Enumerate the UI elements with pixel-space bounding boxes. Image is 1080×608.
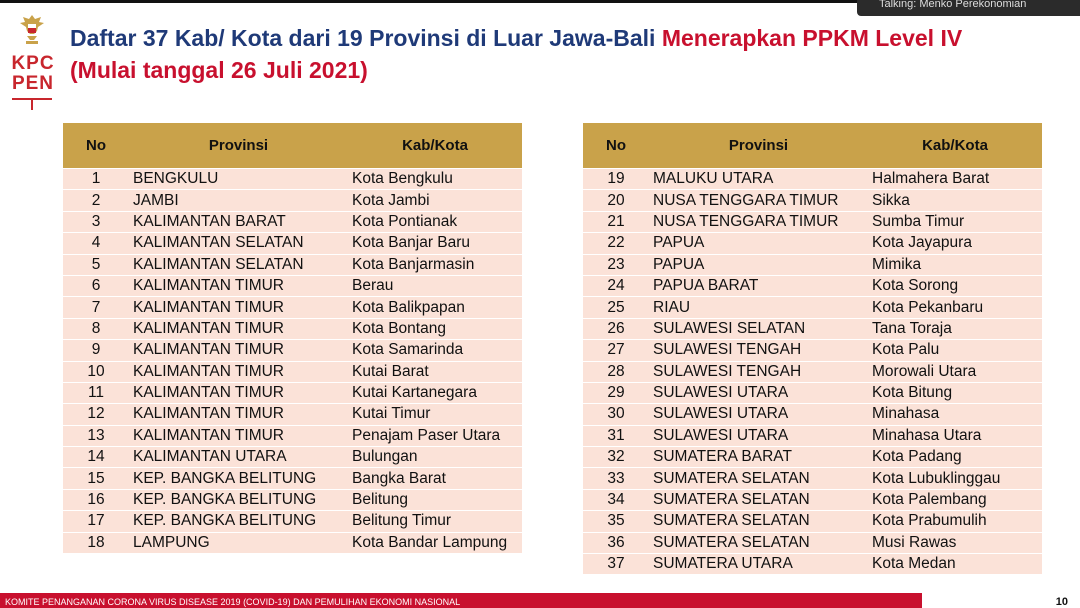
table-row <box>63 404 522 425</box>
cell-no: 11 <box>63 382 129 403</box>
cell-no: 17 <box>63 511 129 532</box>
cell-no: 19 <box>583 169 649 190</box>
cell-kabkota: Morowali Utara <box>868 361 1042 382</box>
cell-kabkota: Kota Bitung <box>868 382 1042 403</box>
cell-no: 31 <box>583 425 649 446</box>
footer-text: KOMITE PENANGANAN CORONA VIRUS DISEASE 2019 (COVID-19) DAN PEMULIHAN EKONOMI NASIONAL <box>5 597 461 607</box>
cell-provinsi: NUSA TENGGARA TIMUR <box>649 190 868 211</box>
cell-provinsi: BENGKULU <box>129 169 348 190</box>
table-row <box>583 554 1042 575</box>
cell-no: 33 <box>583 468 649 489</box>
cell-no: 4 <box>63 233 129 254</box>
cell-kabkota: Bulungan <box>348 447 522 468</box>
cell-no: 3 <box>63 211 129 232</box>
cell-provinsi: SUMATERA BARAT <box>649 447 868 468</box>
cell-kabkota: Sumba Timur <box>868 211 1042 232</box>
cell-provinsi: SULAWESI UTARA <box>649 382 868 403</box>
table-row <box>63 169 522 190</box>
cell-kabkota: Kota Medan <box>868 554 1042 575</box>
title-subtitle: (Mulai tanggal 26 Juli 2021) <box>70 57 368 83</box>
table-row <box>583 489 1042 510</box>
cell-provinsi: PAPUA BARAT <box>649 275 868 296</box>
cell-no: 10 <box>63 361 129 382</box>
table-row <box>63 489 522 510</box>
cell-provinsi: KALIMANTAN TIMUR <box>129 340 348 361</box>
cell-no: 12 <box>63 404 129 425</box>
cell-provinsi: KALIMANTAN SELATAN <box>129 254 348 275</box>
cell-kabkota: Kota Padang <box>868 447 1042 468</box>
column-header-provinsi: Provinsi <box>129 123 348 169</box>
column-header-kabkota: Kab/Kota <box>348 123 522 169</box>
page-number: 10 <box>1055 596 1068 608</box>
cell-no: 26 <box>583 318 649 339</box>
table-header-row <box>583 123 1042 169</box>
cell-provinsi: KALIMANTAN TIMUR <box>129 318 348 339</box>
cell-kabkota: Kota Bontang <box>348 318 522 339</box>
table-left-body <box>63 169 522 554</box>
table-row <box>63 425 522 446</box>
cell-no: 28 <box>583 361 649 382</box>
cell-no: 32 <box>583 447 649 468</box>
table-row <box>63 190 522 211</box>
cell-provinsi: SUMATERA SELATAN <box>649 468 868 489</box>
cell-kabkota: Kota Sorong <box>868 275 1042 296</box>
cell-kabkota: Belitung Timur <box>348 511 522 532</box>
table-row <box>583 468 1042 489</box>
cell-no: 13 <box>63 425 129 446</box>
cell-provinsi: SULAWESI TENGAH <box>649 361 868 382</box>
table-row <box>583 169 1042 190</box>
cell-provinsi: NUSA TENGGARA TIMUR <box>649 211 868 232</box>
table-row <box>583 275 1042 296</box>
cell-kabkota: Kutai Timur <box>348 404 522 425</box>
cell-provinsi: KALIMANTAN TIMUR <box>129 425 348 446</box>
cell-provinsi: KEP. BANGKA BELITUNG <box>129 468 348 489</box>
cell-no: 22 <box>583 233 649 254</box>
cell-provinsi: KEP. BANGKA BELITUNG <box>129 511 348 532</box>
kpcpen-logo <box>6 10 58 110</box>
cell-provinsi: PAPUA <box>649 254 868 275</box>
table-row <box>583 425 1042 446</box>
table-row <box>583 297 1042 318</box>
cell-no: 25 <box>583 297 649 318</box>
footer-bar <box>0 593 1080 608</box>
table-row <box>63 361 522 382</box>
cell-kabkota: Kutai Kartanegara <box>348 382 522 403</box>
cell-no: 8 <box>63 318 129 339</box>
cell-provinsi: JAMBI <box>129 190 348 211</box>
cell-no: 18 <box>63 532 129 553</box>
cell-provinsi: KALIMANTAN BARAT <box>129 211 348 232</box>
table-row <box>63 340 522 361</box>
cell-kabkota: Kota Balikpapan <box>348 297 522 318</box>
cell-no: 15 <box>63 468 129 489</box>
title-main: Daftar 37 Kab/ Kota dari 19 Provinsi di Luar Jawa-Bali <box>70 25 662 51</box>
cell-provinsi: KALIMANTAN SELATAN <box>129 233 348 254</box>
cell-provinsi: KALIMANTAN UTARA <box>129 447 348 468</box>
table-header-row <box>63 123 522 169</box>
table-left <box>63 123 522 553</box>
cell-no: 1 <box>63 169 129 190</box>
cell-provinsi: KALIMANTAN TIMUR <box>129 361 348 382</box>
table-row <box>583 447 1042 468</box>
cell-no: 2 <box>63 190 129 211</box>
cell-kabkota: Tana Toraja <box>868 318 1042 339</box>
table-row <box>63 511 522 532</box>
cell-kabkota: Berau <box>348 275 522 296</box>
table-row <box>63 468 522 489</box>
column-header-no: No <box>63 123 129 169</box>
cell-kabkota: Kota Prabumulih <box>868 511 1042 532</box>
cell-provinsi: PAPUA <box>649 233 868 254</box>
table-row <box>63 318 522 339</box>
cell-no: 30 <box>583 404 649 425</box>
cell-no: 16 <box>63 489 129 510</box>
cell-provinsi: SULAWESI UTARA <box>649 425 868 446</box>
table-row <box>63 233 522 254</box>
table-right-body <box>583 169 1042 575</box>
logo-text-line1: KPC <box>11 53 55 74</box>
cell-kabkota: Mimika <box>868 254 1042 275</box>
cell-kabkota: Penajam Paser Utara <box>348 425 522 446</box>
cell-provinsi: KALIMANTAN TIMUR <box>129 275 348 296</box>
cell-no: 35 <box>583 511 649 532</box>
cell-provinsi: KALIMANTAN TIMUR <box>129 404 348 425</box>
table-right <box>583 123 1042 574</box>
cell-kabkota: Halmahera Barat <box>868 169 1042 190</box>
cell-provinsi: LAMPUNG <box>129 532 348 553</box>
cell-kabkota: Kota Lubuklinggau <box>868 468 1042 489</box>
cell-no: 6 <box>63 275 129 296</box>
cell-provinsi: KALIMANTAN TIMUR <box>129 297 348 318</box>
cell-kabkota: Kota Jayapura <box>868 233 1042 254</box>
cell-kabkota: Kota Banjar Baru <box>348 233 522 254</box>
cell-no: 24 <box>583 275 649 296</box>
cell-kabkota: Kota Palu <box>868 340 1042 361</box>
column-header-kabkota: Kab/Kota <box>868 123 1042 169</box>
cell-provinsi: SULAWESI SELATAN <box>649 318 868 339</box>
cell-kabkota: Minahasa <box>868 404 1042 425</box>
table-row <box>583 511 1042 532</box>
table-row <box>583 211 1042 232</box>
cell-kabkota: Minahasa Utara <box>868 425 1042 446</box>
cell-provinsi: SULAWESI TENGAH <box>649 340 868 361</box>
cell-provinsi: SULAWESI UTARA <box>649 404 868 425</box>
table-row <box>583 361 1042 382</box>
table-row <box>63 297 522 318</box>
table-row <box>583 532 1042 553</box>
table-row <box>583 254 1042 275</box>
cell-no: 36 <box>583 532 649 553</box>
cell-provinsi: SUMATERA SELATAN <box>649 489 868 510</box>
cell-provinsi: SUMATERA UTARA <box>649 554 868 575</box>
cell-no: 5 <box>63 254 129 275</box>
page-title <box>70 22 1060 86</box>
cell-no: 29 <box>583 382 649 403</box>
cell-kabkota: Kota Palembang <box>868 489 1042 510</box>
page-number-box <box>922 593 1080 608</box>
cell-provinsi: MALUKU UTARA <box>649 169 868 190</box>
garuda-emblem-icon <box>18 12 46 46</box>
cell-kabkota: Musi Rawas <box>868 532 1042 553</box>
cell-no: 23 <box>583 254 649 275</box>
logo-text-line2: PEN <box>11 73 55 94</box>
table-row <box>63 211 522 232</box>
cell-provinsi: SUMATERA SELATAN <box>649 511 868 532</box>
title-highlight: Menerapkan PPKM Level IV <box>661 25 963 51</box>
logo-text <box>8 54 58 94</box>
table-row <box>583 318 1042 339</box>
cell-no: 7 <box>63 297 129 318</box>
cell-kabkota: Kota Samarinda <box>348 340 522 361</box>
cell-no: 9 <box>63 340 129 361</box>
table-row <box>583 233 1042 254</box>
cell-kabkota: Kota Pontianak <box>348 211 522 232</box>
cell-provinsi: KEP. BANGKA BELITUNG <box>129 489 348 510</box>
cell-kabkota: Kutai Barat <box>348 361 522 382</box>
cell-kabkota: Kota Pekanbaru <box>868 297 1042 318</box>
cell-kabkota: Belitung <box>348 489 522 510</box>
cell-kabkota: Sikka <box>868 190 1042 211</box>
table-row <box>583 404 1042 425</box>
cell-kabkota: Bangka Barat <box>348 468 522 489</box>
table-row <box>63 275 522 296</box>
table-row <box>583 340 1042 361</box>
column-header-no: No <box>583 123 649 169</box>
table-row <box>583 382 1042 403</box>
cell-no: 27 <box>583 340 649 361</box>
cell-no: 14 <box>63 447 129 468</box>
cell-no: 21 <box>583 211 649 232</box>
cell-no: 37 <box>583 554 649 575</box>
column-header-provinsi: Provinsi <box>649 123 868 169</box>
cell-provinsi: RIAU <box>649 297 868 318</box>
table-row <box>63 532 522 553</box>
cell-provinsi: KALIMANTAN TIMUR <box>129 382 348 403</box>
cell-no: 20 <box>583 190 649 211</box>
speaker-label: Talking: Menko Perekonomian <box>857 0 1080 16</box>
table-row <box>583 190 1042 211</box>
cell-kabkota: Kota Jambi <box>348 190 522 211</box>
table-row <box>63 382 522 403</box>
cell-kabkota: Kota Bengkulu <box>348 169 522 190</box>
logo-tick <box>31 98 33 110</box>
table-row <box>63 447 522 468</box>
cell-kabkota: Kota Bandar Lampung <box>348 532 522 553</box>
cell-kabkota: Kota Banjarmasin <box>348 254 522 275</box>
cell-no: 34 <box>583 489 649 510</box>
table-row <box>63 254 522 275</box>
cell-provinsi: SUMATERA SELATAN <box>649 532 868 553</box>
